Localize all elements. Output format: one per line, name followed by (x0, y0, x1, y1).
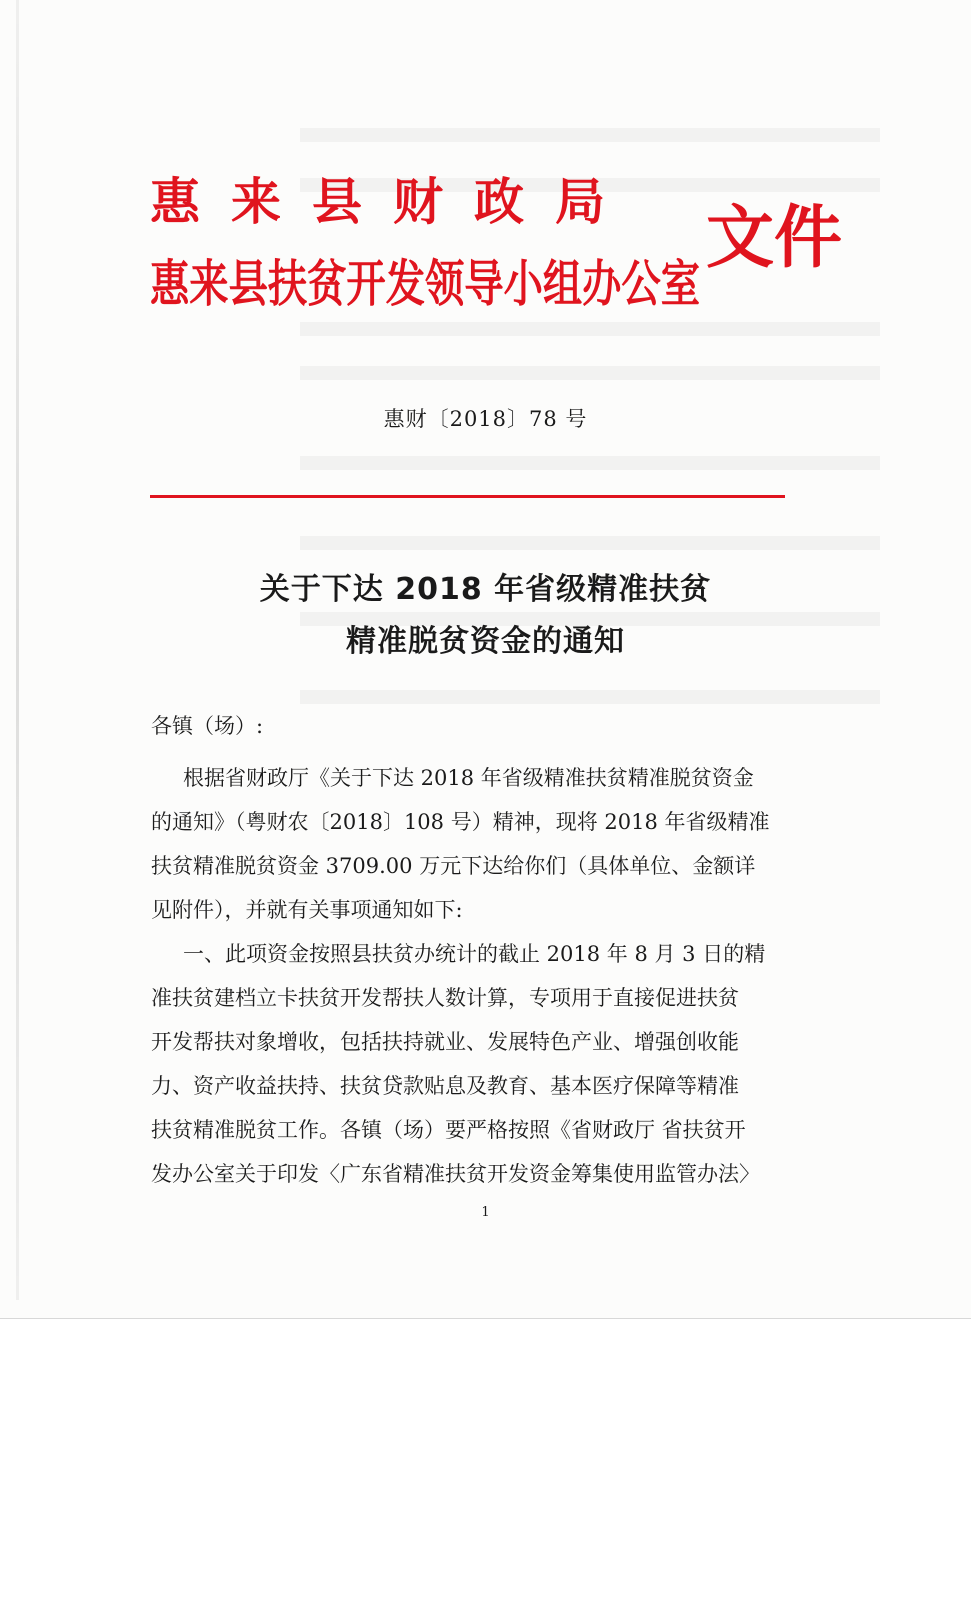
document-number: 惠财〔2018〕78 号 (383, 407, 588, 431)
bleed-through-line (300, 366, 880, 380)
document-type-label: 文件 (706, 198, 843, 278)
document-title-line-1: 关于下达 2018 年省级精准扶贫 (259, 572, 712, 607)
body-paragraph-line: 根据省财政厅《关于下达 2018 年省级精准扶贫精准脱贫资金 (183, 766, 754, 790)
body-paragraph-line: 开发帮扶对象增收，包括扶持就业、发展特色产业、增强创收能 (151, 1030, 739, 1054)
red-separator-line (150, 495, 785, 498)
body-paragraph-line: 发办公室关于印发〈广东省精准扶贫开发资金筹集使用监管办法〉 (151, 1162, 760, 1186)
bleed-through-line (300, 690, 880, 704)
bleed-through-line (300, 456, 880, 470)
body-paragraph-line: 力、资产收益扶持、扶贫贷款贴息及教育、基本医疗保障等精准 (151, 1074, 739, 1098)
body-paragraph-line: 见附件），并就有关事项通知如下: (151, 898, 463, 922)
bleed-through-line (300, 536, 880, 550)
page-number: 1 (481, 1205, 490, 1220)
bleed-through-line (300, 128, 880, 142)
issuing-org-poverty-office: 惠来县扶贫开发领导小组办公室 (150, 254, 700, 313)
issuing-org-finance-bureau: 惠来县财政局 (150, 172, 636, 231)
body-paragraph-line: 一、此项资金按照县扶贫办统计的截止 2018 年 8 月 3 日的精 (183, 942, 766, 966)
body-paragraph-line: 扶贫精准脱贫资金 3709.00 万元下达给你们（具体单位、金额详 (151, 854, 756, 878)
body-paragraph-line: 的通知》（粤财农〔2018〕108 号）精神，现将 2018 年省级精准 (151, 810, 770, 834)
body-paragraph-line: 扶贫精准脱贫工作。各镇（场）要严格按照《省财政厅 省扶贫开 (151, 1118, 746, 1142)
bleed-through-line (300, 322, 880, 336)
body-paragraph-line: 准扶贫建档立卡扶贫开发帮扶人数计算，专项用于直接促进扶贫 (151, 986, 739, 1010)
document-title-line-2: 精准脱贫资金的通知 (346, 624, 625, 659)
salutation: 各镇（场）: (151, 714, 264, 738)
